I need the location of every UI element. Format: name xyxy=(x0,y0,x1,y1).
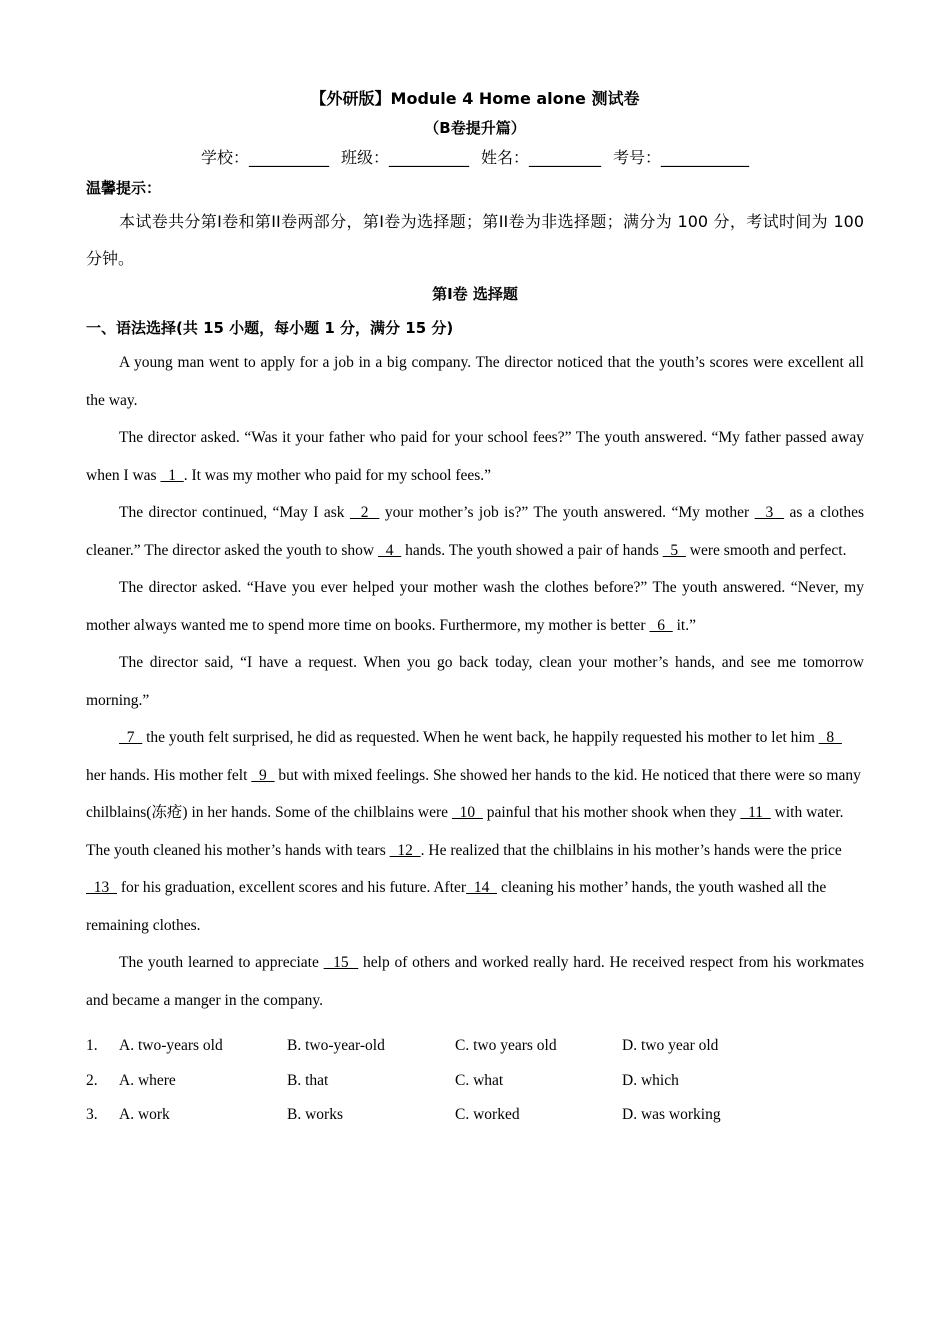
class-field: 班级：__________ xyxy=(340,148,469,167)
option-d: D. which xyxy=(622,1071,679,1089)
passage-paragraph xyxy=(86,494,864,569)
passage-paragraph xyxy=(86,719,864,944)
blank-15: 15 xyxy=(323,954,359,971)
blank-7: 7 xyxy=(119,729,143,746)
passage-text: with water. The youth cleaned his mother’s hands with tears xyxy=(86,804,844,859)
option-c: C. worked xyxy=(455,1106,520,1123)
option-b: B. two-year-old xyxy=(287,1037,385,1054)
blank-14: 14 xyxy=(466,879,498,896)
cloze-passage xyxy=(86,344,864,1019)
passage-text: The director continued, “May I ask xyxy=(119,504,350,521)
option-b: B. that xyxy=(287,1071,329,1089)
part-title: 第I卷 选择题 xyxy=(432,285,518,303)
option-c: C. what xyxy=(455,1071,504,1089)
blank-5: 5 xyxy=(662,541,686,559)
passage-text: The director asked. “Was it your father who paid for your school fees?” The youth answered. “My father passed away when I was xyxy=(86,429,864,484)
passage-text: . He realized that the chilblains in his mother’s hands were the price xyxy=(420,841,842,859)
option-b: B. works xyxy=(287,1106,343,1123)
option-d: D. was working xyxy=(622,1106,721,1123)
passage-text: for his graduation, excellent scores and his future. After xyxy=(117,879,467,896)
tips-text: 本试卷共分第I卷和第II卷两部分，第I卷为选择题；第II卷为非选择题；满分为 100 分，考试时间为 100 分钟。 xyxy=(86,212,864,268)
blank-9: 9 xyxy=(251,766,275,784)
passage-text: hands. The youth showed a pair of hands xyxy=(401,541,663,559)
passage-text: . It was my mother who paid for my school fees.” xyxy=(183,466,492,484)
blank-13: 13 xyxy=(86,879,117,896)
option-d: D. two year old xyxy=(622,1037,719,1054)
question-number: 2. xyxy=(86,1071,98,1089)
exam-number-field: 考号：___________ xyxy=(613,148,750,167)
section-title: 一、语法选择(共 15 小题，每小题 1 分，满分 15 分) xyxy=(86,319,454,337)
school-field: 学校：__________ xyxy=(200,148,329,167)
question-row xyxy=(86,1106,864,1141)
passage-paragraph xyxy=(86,419,864,494)
option-a: A. where xyxy=(119,1071,176,1089)
blank-11: 11 xyxy=(740,804,771,821)
blank-2: 2 xyxy=(349,504,380,521)
passage-text: your mother’s job is?” The youth answered. “My mother xyxy=(379,504,755,521)
blank-4: 4 xyxy=(377,541,402,559)
blank-10: 10 xyxy=(451,804,483,821)
passage-text: A young man went to apply for a job in a big company. The director noticed that the youth’s scores were excellent all the way. xyxy=(86,354,864,409)
passage-paragraph xyxy=(86,569,864,644)
name-field: 姓名：_________ xyxy=(481,148,602,167)
passage-text: The director said, “I have a request. When you go back today, clean your mother’s hands, and see me tomorrow morning.” xyxy=(86,654,864,709)
blank-3: 3 xyxy=(754,504,785,521)
passage-paragraph xyxy=(86,644,864,719)
question-number: 1. xyxy=(86,1037,98,1054)
passage-text: but with mixed feelings. She showed her hands to the kid. He noticed that there were so many chilblains(冻疮) in her hands. Some of the chilblains were xyxy=(86,766,861,821)
blank-12: 12 xyxy=(389,841,421,859)
page-title: 【外研版】Module 4 Home alone 测试卷 xyxy=(310,89,640,108)
blank-6: 6 xyxy=(649,616,673,634)
passage-paragraph xyxy=(86,344,864,419)
tips-label: 温馨提示： xyxy=(86,179,162,197)
passage-text: help of others and worked really hard. He received respect from his workmates and became a manger in the company. xyxy=(86,954,865,1009)
passage-text: it.” xyxy=(672,616,696,634)
passage-text: her hands. His mother felt xyxy=(86,766,252,784)
option-c: C. two years old xyxy=(455,1037,557,1054)
passage-text: The youth learned to appreciate xyxy=(119,954,324,971)
option-a: A. work xyxy=(119,1106,170,1123)
passage-text: the youth felt surprised, he did as requested. When he went back, he happily requested his mother to let him xyxy=(142,729,819,746)
blank-8: 8 xyxy=(818,729,842,746)
passage-paragraph xyxy=(86,944,864,1019)
question-number: 3. xyxy=(86,1106,98,1123)
blank-1: 1 xyxy=(160,466,184,484)
question-row xyxy=(86,1072,864,1107)
passage-text: cleaning his mother’ hands, the youth washed all the remaining clothes. xyxy=(86,879,827,934)
page-subtitle: （B卷提升篇） xyxy=(424,119,526,137)
passage-text: were smooth and perfect. xyxy=(685,541,847,559)
student-info-line xyxy=(0,145,950,168)
option-a: A. two-years old xyxy=(119,1037,223,1054)
passage-text: The director asked. “Have you ever helped your mother wash the clothes before?” The youth answered. “Never, my mother always wanted me to spend more time on books. Furthermore, my mother is better xyxy=(86,579,864,634)
passage-text: painful that his mother shook when they xyxy=(482,804,741,821)
question-row xyxy=(86,1037,864,1072)
answer-options xyxy=(86,1037,864,1141)
passage-text: as a clothes cleaner.” The director asked the youth to show xyxy=(86,504,865,559)
